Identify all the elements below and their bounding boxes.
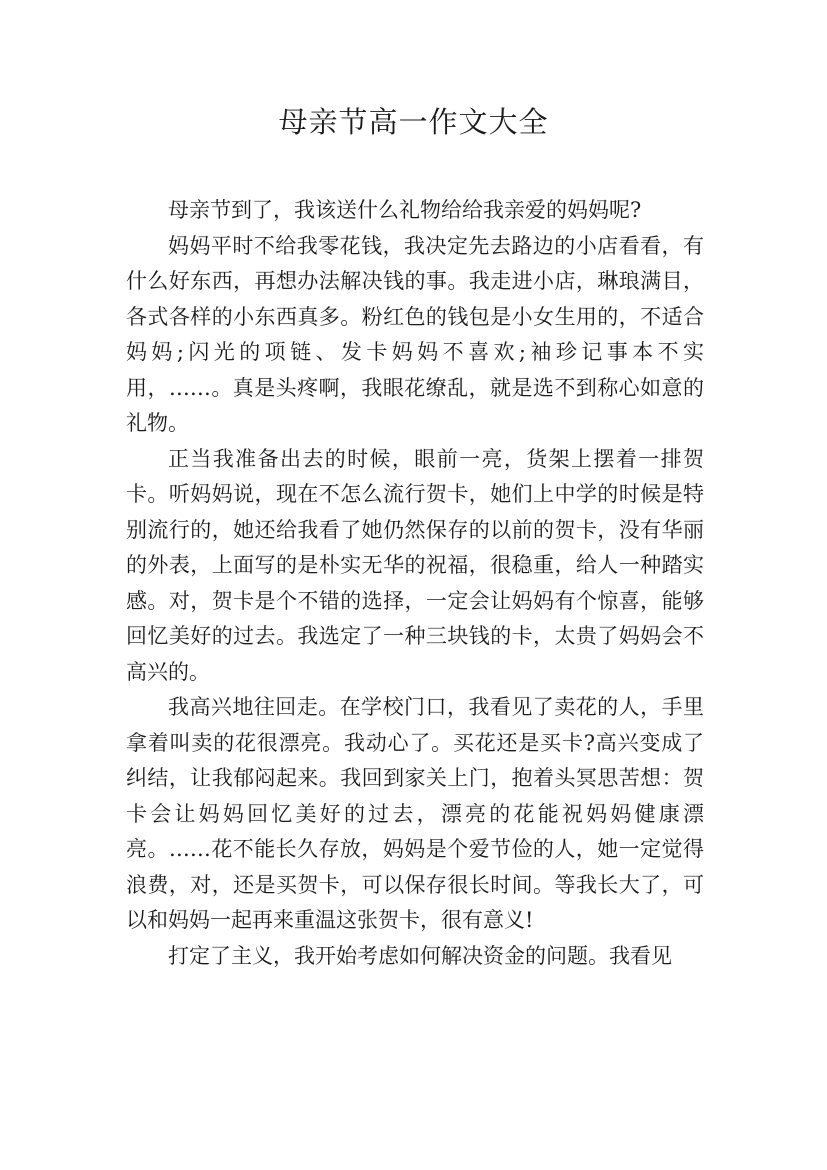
paragraph-1: 母亲节到了，我该送什么礼物给给我亲爱的妈妈呢?	[168, 198, 642, 222]
paragraph-4: 我高兴地往回走。在学校门口，我看见了卖花的人，手里拿着叫卖的花很漂亮。我动心了。买花还是买卡?高兴变成了纠结，让我郁闷起来。我回到家关上门，抱着头冥思苦想：贺卡会让妈妈回忆美好的过去，漂亮的花能祝妈妈健康漂亮。……花不能长久存放，妈妈是个爱节俭的人，她一定觉得浪费，对，还是买贺卡，可以保存很长时间。等我长大了，可以和妈妈一起再来重温这张贺卡，很有意义!	[126, 695, 704, 932]
paragraph-5: 打定了主义，我开始考虑如何解决资金的问题。我看见	[168, 943, 672, 968]
document-title: 母亲节高一作文大全	[278, 105, 549, 139]
document-body	[126, 193, 704, 974]
paragraph-2: 妈妈平时不给我零花钱，我决定先去路边的小店看看，有什么好东西，再想办法解决钱的事。我走进小店，琳琅满目，各式各样的小东西真多。粉红色的钱包是小女生用的，不适合妈妈;闪光的项链、发卡妈妈不喜欢;袖珍记事本不实用，……。真是头疼啊，我眼花缭乱，就是选不到称心如意的礼物。	[126, 233, 704, 435]
paragraph-3: 正当我准备出去的时候，眼前一亮，货架上摆着一排贺卡。听妈妈说，现在不怎么流行贺卡，她们上中学的时候是特别流行的，她还给我看了她仍然保存的以前的贺卡，没有华丽的外表，上面写的是朴实无华的祝福，很稳重，给人一种踏实感。对，贺卡是个不错的选择，一定会让妈妈有个惊喜，能够回忆美好的过去。我选定了一种三块钱的卡，太贵了妈妈会不高兴的。	[126, 446, 704, 684]
